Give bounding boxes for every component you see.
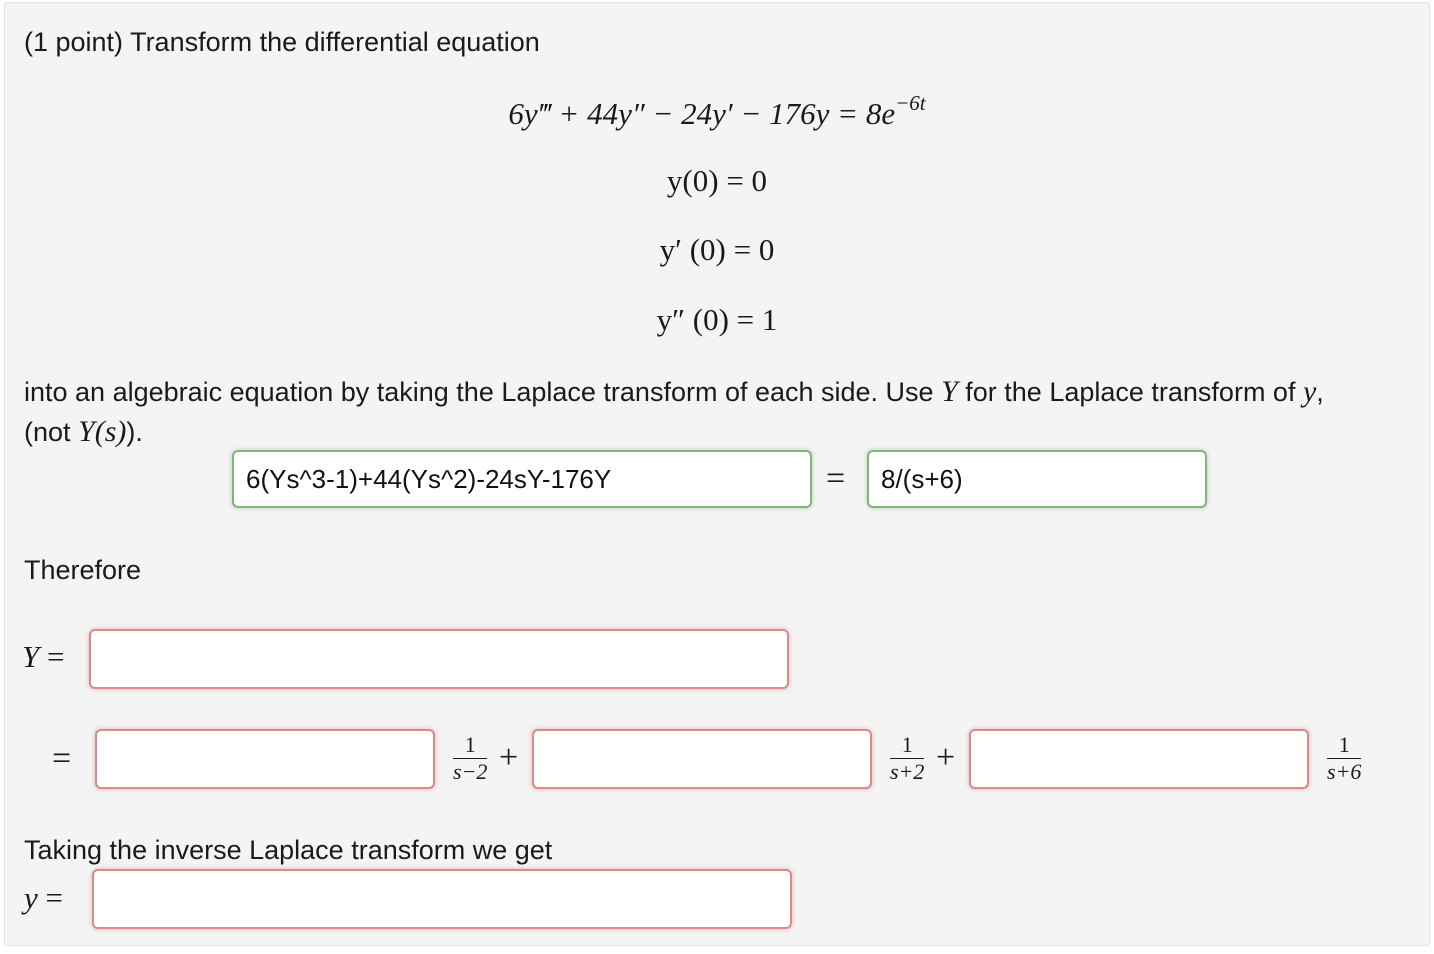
instructions-line-1 [24,374,1324,410]
y-label-equals: = [45,880,63,915]
instructions-part3: (not [24,417,71,447]
inverse-transform-text: Taking the inverse Laplace transform we get [24,835,553,865]
fraction-2-denominator: s+2 [890,759,925,784]
Y-label-equals: = [47,639,65,674]
laplace-rhs-input[interactable]: 8/(s+6) [867,450,1207,508]
var-Y: Y [941,375,958,408]
instructions-part2: for the Laplace transform of [965,377,1296,407]
y-label-var: y [24,880,38,915]
var-y: y [1302,375,1317,408]
fraction-1 [453,733,487,784]
Y-label [22,639,64,675]
intro-line [24,26,540,58]
fraction-2-numerator: 1 [890,733,924,759]
differential-equation [0,91,1434,135]
instructions-comma: , [1316,377,1324,407]
de-lhs: 6y‴ + 44y″ − 24y′ − 176y = 8e [508,96,896,131]
plus-sign-2: + [936,739,956,776]
fraction-3-numerator: 1 [1327,733,1361,759]
plus-sign-1: + [499,739,519,776]
Y-expression-input[interactable] [89,629,789,689]
instructions-part1: into an algebraic equation by taking the Laplace transform of each side. Use [24,377,934,407]
fraction-3 [1327,733,1361,784]
de-exponent: −6t [895,91,926,115]
fraction-1-numerator: 1 [453,733,487,759]
partial-equals-sign: = [52,740,72,777]
coefficient-input-1[interactable] [95,729,435,789]
y-label [24,880,63,916]
var-Ys: Y(s) [78,415,127,448]
therefore-text: Therefore [24,555,142,585]
fraction-1-denominator: s−2 [453,759,488,784]
transform-equals-sign: = [826,460,846,497]
intro-text: Transform the differential equation [130,27,540,57]
initial-condition-1: y(0) = 0 [666,163,768,198]
Y-label-var: Y [22,639,40,674]
laplace-lhs-input[interactable]: 6(Ys^3-1)+44(Ys^2)-24sY-176Y [232,450,812,508]
instructions-line-2 [24,414,143,450]
coefficient-input-2[interactable] [532,729,872,789]
y-solution-input[interactable] [92,869,792,929]
initial-condition-2: y′ (0) = 0 [659,232,775,267]
fraction-2 [890,733,924,784]
initial-condition-3: y″ (0) = 1 [656,302,778,337]
points-label: (1 point) [24,27,124,57]
coefficient-input-3[interactable] [969,729,1309,789]
instructions-part4: ). [126,417,143,447]
fraction-3-denominator: s+6 [1327,759,1362,784]
